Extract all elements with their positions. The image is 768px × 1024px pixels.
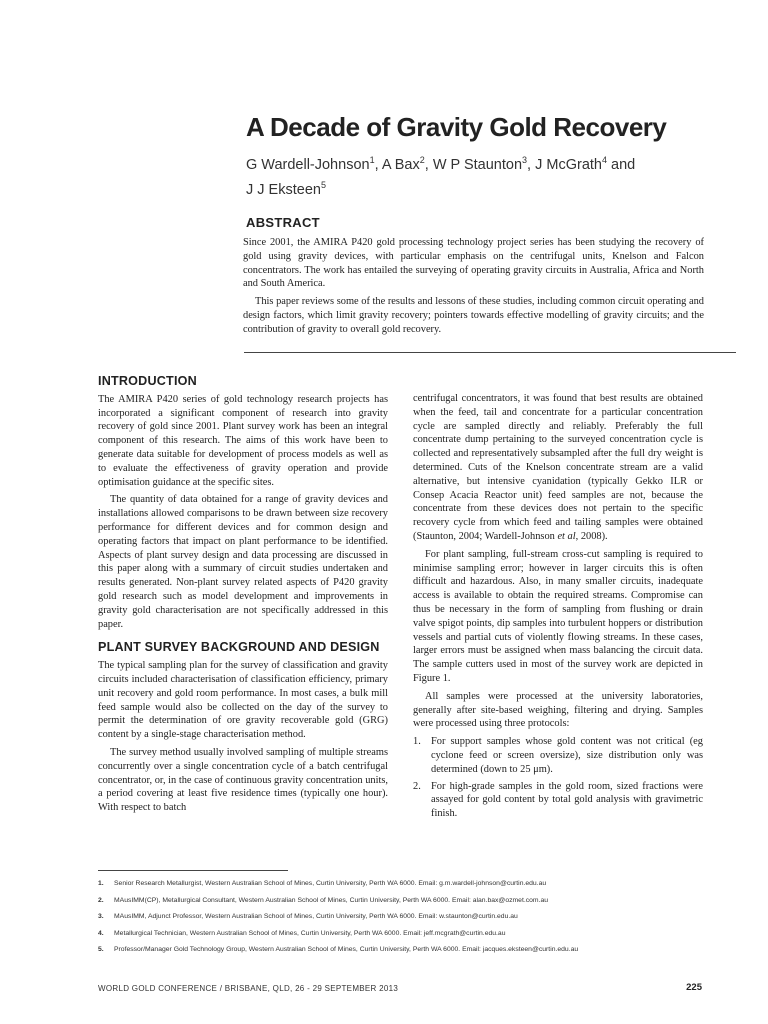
introduction-paragraph: The quantity of data obtained for a range of gravity devices and installations allowed comparisons to be drawn between size recovery performance for different devices and for common design and operating factors that impact on plant performance to be identified. Aspects of plant survey design and data processing are discussed in this paper along with a summary of circuit studies undertaken and results generated. Non-plant survey related aspects of P420 gravity gold research such as model development and improvements in gravity gold characterisation are not specifically addressed in this paper. [98,494,388,630]
abstract-paragraph: This paper reviews some of the results and lessons of these studies, including common circuit operating and design factors, which limit gravity recovery; pointers towards effective modelling of gravity circuits; and the contribution of gravity to overall gold recovery. [243,296,704,335]
author-affiliation-mark: 4 [601,155,607,165]
footnote-text: Metallurgical Technician, Western Australian School of Mines, Curtin University, Perth WA 6000. Email: jeff.mcgrath@curtin.edu.au [114,929,506,937]
footnote-text: Professor/Manager Gold Technology Group, Western Australian School of Mines, Curtin University, Perth WA 6000. Email: jacques.eksteen@curtin.edu.au [114,946,579,954]
body-text: , 2008). [575,530,608,542]
footnote-number: 2. [98,896,104,904]
list-number: 1. [413,736,421,748]
footnote-text: MAusIMM, Adjunct Professor, Western Australian School of Mines, Curtin University, Perth WA 6000. Email: w.staunton@curtin.edu.au [114,913,518,921]
abstract-paragraph: Since 2001, the AMIRA P420 gold processing technology project series has been studying the recovery of gold using gravity devices, with particular emphasis on the centrifugal units, Knelson and Falcon concentrators. The work has entailed the surveying of operating gravity circuits in Australia, Africa and North and South America. [243,237,704,290]
footnote [98,946,718,963]
author-list [246,150,686,200]
body-text-italic: et al [557,530,576,542]
list-text: For high-grade samples in the gold room, sized fractions were assayed for gold content by total gold analysis with gravimetric finish. [431,780,703,820]
introduction-paragraph: The AMIRA P420 series of gold technology research projects has incorporated a significant component of research into gravity recovery of gold since 2001. Plant survey work has been an integral component of this research. The aims of this work have been to generate data suitable for development of process models as well as to evaluate the effectiveness of gravity operation and provide optimisation guidance at the specific sites. [98,393,388,488]
author-separator: , [424,156,433,173]
footnote-number: 3. [98,913,104,921]
list-number: 2. [413,780,421,792]
footnote [98,913,718,930]
abstract-heading: ABSTRACT [246,215,320,230]
footnote [98,897,718,914]
protocol-list [413,735,703,821]
paper-title: A Decade of Gravity Gold Recovery [246,112,667,142]
body-paragraph [413,392,703,544]
footnote-number: 4. [98,929,104,937]
author-affiliation-mark: 2 [419,155,425,165]
footnote-number: 1. [98,880,104,887]
list-item [413,780,703,821]
author-name: W P Staunton [432,156,523,173]
abstract-divider [244,352,736,353]
author-name: A Bax [381,156,420,173]
left-column [98,375,388,819]
conference-footer: WORLD GOLD CONFERENCE / BRISBANE, QLD, 26 - 29 SEPTEMBER 2013 [98,984,399,993]
footnote [98,930,718,947]
author-name: G Wardell-Johnson [246,156,370,173]
body-paragraph: For plant sampling, full-stream cross-cut sampling is required to minimise sampling error; however in larger circuits this is often difficult and hazardous. Also, in many smaller circuits, inadequate access is available to obtain the required streams. Compromise can thus be necessary in the form of sampling from flushing or drain valve spigot points, dip samples into turbulent hoppers or distribution vessels and partial cuts of violently flowing streams. In these cases, larger errors must be assigned when mass balancing the circuit data. The sample cutters used in most of the survey work are depicted in Figure 1. [413,548,703,684]
footnote-divider [98,870,288,871]
page-number: 225 [686,982,702,993]
author-affiliation-mark: 1 [369,155,375,165]
author-conjunction: and [607,156,636,173]
body-paragraph: All samples were processed at the university laboratories, generally after site-based weighing, filtering and drying. Samples were processed using three protocols: [413,690,703,730]
survey-paragraph: The typical sampling plan for the survey of classification and gravity circuits included characterisation of classification efficiency, primary unit recovery and gold room performance. In most cases, a bulk mill feed sample would also be collected on the day of the survey to permit the determination of ore gravity recoverable gold (GRG) content by a single-stage characterisation method. [98,660,388,741]
right-column [413,392,703,824]
footnote-number: 5. [98,946,104,954]
introduction-heading: INTRODUCTION [98,374,197,388]
author-affiliation-mark: 5 [320,179,326,190]
footnote-text: Senior Research Metallurgist, Western Australian School of Mines, Curtin University, Perth WA 6000. Email: g.m.wardell-johnson@curtin.edu.au [114,880,547,887]
footnote [98,880,718,897]
footnote-text: MAusIMM(CP), Metallurgical Consultant, Western Australian School of Mines, Curtin University, Perth WA 6000. Email: alan.bax@ozmet.com.au [114,896,549,904]
body-text: centrifugal concentrators, it was found that best results are obtained when the feed, tail and concentrate for a particular concentration cycle are sampled directly and reliably. Preferably the full concentrate dump pertaining to the surveyed concentration cycle is collected and representatively subsampled after the full dry weight is determined. Cuts of the Knelson concentrate stream are a valid alternative, but intensive cyanidation (typically Gekko ILR or Consep Acacia Reactor unit) feed samples are not, because the concentrate from these devices does not pertain to the specific recovery cycle from which feed and tailing samples were obtained (Staunton, 2004; Wardell-Johnson [413,393,703,542]
list-text: For support samples whose gold content was not critical (eg cyclone feed or screen oversize), size distribution only was determined (down to 25 μm). [431,736,703,775]
list-item [413,735,703,776]
author-separator: , [374,156,382,173]
author-name: J J Eksteen [246,181,321,198]
survey-heading: PLANT SURVEY BACKGROUND AND DESIGN [98,640,380,655]
author-affiliation-mark: 3 [522,155,528,165]
abstract-body [243,236,704,341]
footnotes [98,880,718,963]
survey-paragraph: The survey method usually involved sampling of multiple streams concurrently over a single concentration cycle of a batch centrifugal concentrator, or, in the case of continuous gravity concentration units, a period covering at least five residence times (typically one hour). With respect to batch [98,746,389,814]
author-separator: , [527,156,536,173]
author-name: J McGrath [535,156,602,173]
